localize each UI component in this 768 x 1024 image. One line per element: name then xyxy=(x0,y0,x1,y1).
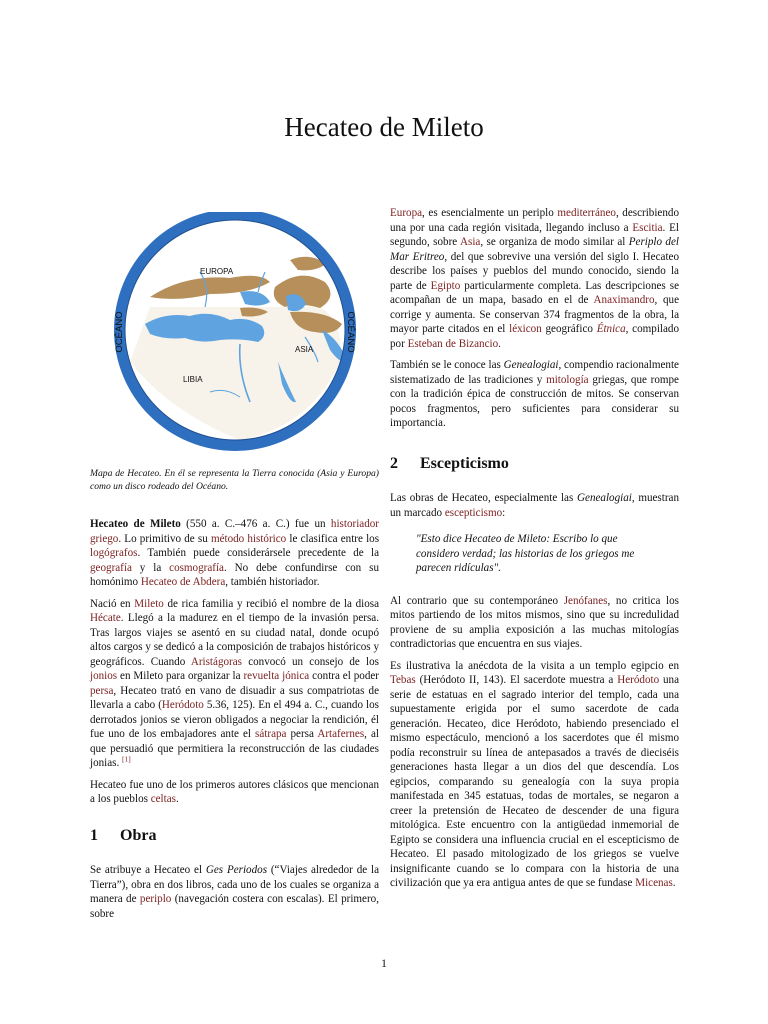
link-revuelta-jonica[interactable]: revuelta jónica xyxy=(243,670,310,682)
link-jonios[interactable]: jonios xyxy=(90,670,118,682)
celts-paragraph: Hecateo fue uno de los primeros autores clásicos que mencionan a los pueblos celtas. xyxy=(90,778,379,805)
ocean-label-left: OCÉANO xyxy=(114,311,125,353)
link-geografia[interactable]: geografía xyxy=(90,561,132,574)
link-herodoto[interactable]: Heródoto xyxy=(161,699,204,711)
genealogiai-paragraph: También se le conoce las Genealogiai, compendio racionalmente sistematizado de las tradiciones y mitología griegas, que rompe con la tradición épica de construcción de mitos. Se conservan pocos fragmentos, pero suficientes para considerar su importancia. xyxy=(390,359,679,429)
section-heading-obra: 1 Obra xyxy=(90,826,157,844)
link-jenofanes[interactable]: Jenófanes xyxy=(563,594,608,607)
right-column xyxy=(390,206,679,898)
obra-paragraph-continued: Europa, es esencialmente un periplo mediterráneo, describiendo una por una cada región visitada, llegando incluso a Escitia. El segundo, sobre Asia, se organiza de modo similar al Periplo del Mar Eritreo, del que sobrevive una versión del siglo I. Hecateo describe los países y pueblos del mundo conocido, siendo la parte de Egipto particularmente completa. Las descripciones se acompañan de un mapa, basado en el de Anaximandro, que corrige y aumenta. Se conservan 374 fragmentos de la obra, la mayor parte citados en el léxicon geográfico Étnica, compilado por Esteban de Bizancio. xyxy=(390,207,680,350)
link-metodo-historico[interactable]: método histórico xyxy=(210,532,287,545)
link-mitologia[interactable]: mitología xyxy=(546,373,589,386)
link-europa[interactable]: Europa xyxy=(390,207,423,219)
biography-paragraph: Nació en Mileto de rica familia y recibió el nombre de la diosa Hécate. Llegó a la madurez en el tiempo de la invasión persa. Tras largos viajes se asentó en su ciudad natal, donde ocupó altos cargos y se dedicó a la composición de trabajos históricos y geográficos. Cuando Aristágoras convocó un consejo de los jonios en Mileto para organizar la revuelta jónica contra el poder persa, Hecateo trató en vano de disuadir a sus compatriotas de llevarla a cabo (Heródoto 5.36, 125). En el 494 a. C., cuando los derrotados jonios se vieron obligados a negociar la rendición, él fue uno de los embajadores ante el sátrapa persa Artafernes, al que persuadió que permitiera la reconstrucción de las ciudades jonias. [1] xyxy=(90,597,380,769)
reference-link[interactable]: [1] xyxy=(122,754,131,764)
page-title: Hecateo de Mileto xyxy=(284,112,484,142)
link-persa[interactable]: persa xyxy=(90,684,114,697)
link-micenas[interactable]: Micenas xyxy=(635,877,673,889)
link-asia[interactable]: Asia xyxy=(459,236,481,248)
link-celtas[interactable]: celtas xyxy=(150,793,176,805)
link-lexicon[interactable]: léxicon xyxy=(509,323,542,335)
link-etnica[interactable]: Étnica xyxy=(596,323,626,335)
link-artafernes[interactable]: Artafernes xyxy=(317,728,365,740)
link-logografos[interactable]: logógrafos xyxy=(90,547,138,559)
left-column xyxy=(90,212,379,928)
section-heading-escepticismo: 2 Escepticismo xyxy=(390,454,509,472)
hecataeus-world-map xyxy=(90,212,379,452)
europa-label: EUROPA xyxy=(200,267,234,276)
link-hecateo-de-abdera[interactable]: Hecateo de Abdera xyxy=(140,576,226,588)
ocean-label-right: OCÉANO xyxy=(345,311,356,353)
obra-paragraph-start: Se atribuye a Hecateo el Ges Periodos (“Viajes alrededor de la Tierra”), obra en dos libros, cada uno de los cuales se organiza a manera de periplo (navegación costera con escalas). El primero, sobre xyxy=(90,864,380,920)
skepticism-intro-paragraph: Las obras de Hecateo, especialmente las Genealogiai, muestran un marcado escepticismo: xyxy=(390,492,680,519)
link-hecate[interactable]: Hécate xyxy=(90,612,121,624)
link-herodoto-2[interactable]: Heródoto xyxy=(617,674,660,686)
jenofanes-paragraph: Al contrario que su contemporáneo Jenófanes, no critica los mitos partiendo de los mitos mismos, sino que su incredulidad proviene de su amplia exposición a las muchas mitologías contradictorias que encuentra en sus viajes. xyxy=(390,594,679,650)
intro-paragraph: Hecateo de Mileto (550 a. C.–476 a. C.) fue un historiador griego. Lo primitivo de su método histórico le clasifica entre los logógrafos. También puede considerársele precedente de la geografía y la cosmografía. No debe confundirse con su homónimo Hecateo de Abdera, también historiador. xyxy=(90,518,380,588)
link-mileto[interactable]: Mileto xyxy=(134,597,164,610)
link-historiador-griego[interactable]: historiador griego xyxy=(90,518,379,545)
hecateo-quote: "Esto dice Hecateo de Mileto: Escribo lo que considero verdad; las historias de los griegos me parecen ridículas". xyxy=(416,533,635,574)
link-escitia[interactable]: Escitia xyxy=(632,221,663,234)
asia-label: ASIA xyxy=(295,345,314,354)
link-anaximandro[interactable]: Anaximandro xyxy=(593,294,655,306)
link-satrapa[interactable]: sátrapa xyxy=(255,728,287,740)
link-tebas[interactable]: Tebas xyxy=(390,674,416,686)
link-escepticismo[interactable]: escepticismo xyxy=(444,506,503,519)
link-periplo[interactable]: periplo xyxy=(139,893,172,905)
libia-label: LIBIA xyxy=(183,375,203,384)
link-cosmografia[interactable]: cosmografía xyxy=(169,561,224,574)
link-esteban-de-bizancio[interactable]: Esteban de Bizancio xyxy=(407,337,499,350)
tebas-anecdote-paragraph: Es ilustrativa la anécdota de la visita a un templo egipcio en Tebas (Heródoto II, 143). El sacerdote muestra a Heródoto una serie de estatuas en el sagrado interior del templo, cada una supuestamente erigida por el sumo sacerdote de cada generación. Hecateo, dice Heródoto, habiendo presenciado el mismo espectáculo, mencionó a los sacerdotes que él mismo podía reconstruir su línea de antepasados a través de dieciséis generaciones hasta llegar a un dios del que descendía. Los egipcios, comparando su genealogía con la suya propia manifestada en 345 estatuas, todas de mortales, se negaron a creer la pretensión de Hecateo de descender de una figura mitológica. Este encuentro con la antigüedad inmemorial de Egipto se considera una influencia crucial en el escepticismo de Hecateo. El pasado mitologizado de los griegos se vuelve insignificante cuando se lo compara con la historia de una civilización que ya era antigua antes de que se fundase Micenas. xyxy=(390,659,679,889)
link-egipto[interactable]: Egipto xyxy=(430,279,461,292)
subject-name: Hecateo de Mileto xyxy=(90,518,181,530)
link-aristagoras[interactable]: Aristágoras xyxy=(190,655,242,668)
figure-caption: Mapa de Hecateo. En él se representa la Tierra conocida (Asia y Europa) como un disco rodeado del Océano. xyxy=(90,468,379,492)
page-number: 1 xyxy=(381,958,387,970)
link-mediterraneo[interactable]: mediterráneo xyxy=(557,207,616,219)
